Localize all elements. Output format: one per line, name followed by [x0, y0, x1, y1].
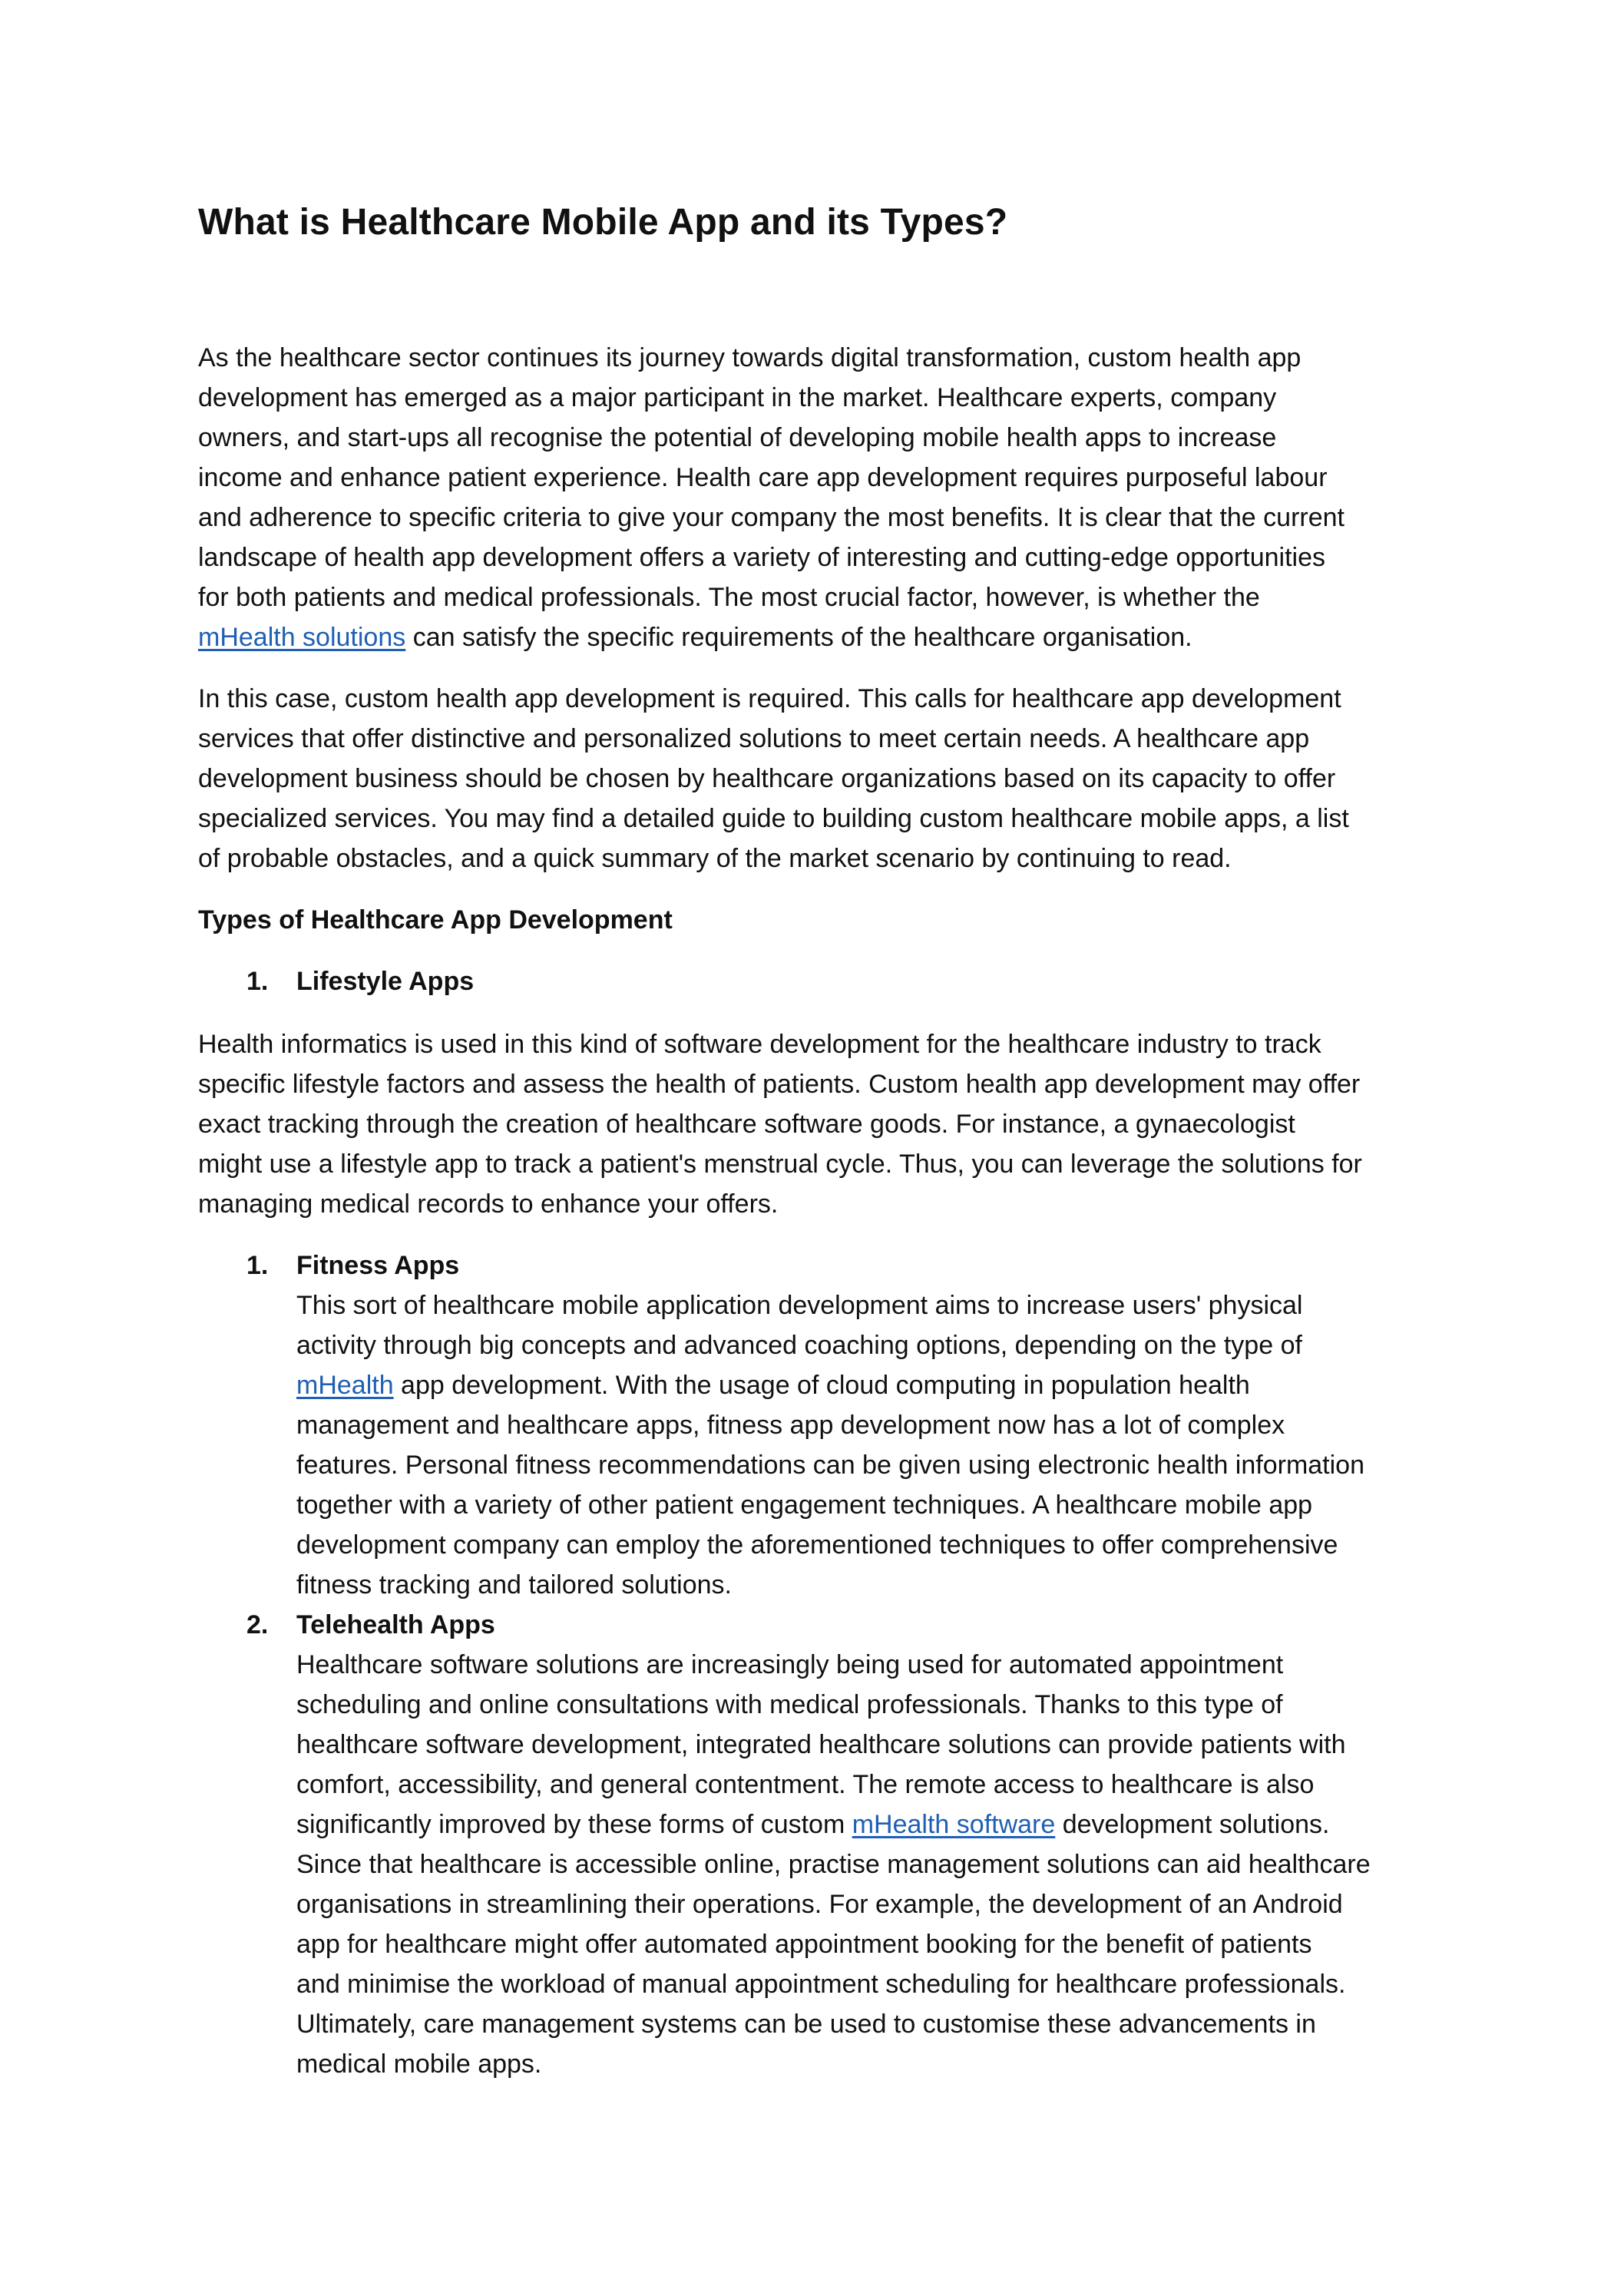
mhealth-software-link[interactable]: mHealth software: [852, 1810, 1056, 1839]
lifestyle-line: might use a lifestyle app to track a patient's menstrual cycle. Thus, you can leverage the solutions for: [198, 1150, 1362, 1179]
telehealth-line: [296, 1805, 1330, 1844]
lifestyle-heading: Lifestyle Apps: [296, 967, 475, 996]
fitness-line: together with a variety of other patient engagement techniques. A healthcare mobile app: [296, 1490, 1313, 1520]
intro-line: [198, 617, 1192, 657]
fitness-heading: Fitness Apps: [296, 1251, 460, 1280]
mhealth-link[interactable]: mHealth: [296, 1371, 394, 1400]
list-number: 1.: [246, 1251, 269, 1280]
intro-line: landscape of health app development offers a variety of interesting and cutting-edge opportunities: [198, 543, 1326, 572]
intro-line-tail: can satisfy the specific requirements of the healthcare organisation.: [405, 623, 1192, 652]
intro-line: income and enhance patient experience. Health care app development requires purposeful labour: [198, 463, 1328, 492]
intro-line: and adherence to specific criteria to give your company the most benefits. It is clear that the current: [198, 503, 1345, 532]
paragraph-line: development business should be chosen by healthcare organizations based on its capacity to offer: [198, 764, 1336, 793]
intro-line: development has emerged as a major participant in the market. Healthcare experts, company: [198, 383, 1277, 412]
telehealth-line: and minimise the workload of manual appointment scheduling for healthcare professionals.: [296, 1970, 1346, 1999]
fitness-line: This sort of healthcare mobile application development aims to increase users' physical: [296, 1291, 1303, 1320]
paragraph-line: services that offer distinctive and personalized solutions to meet certain needs. A healthcare app: [198, 724, 1310, 753]
fitness-line: features. Personal fitness recommendations can be given using electronic health information: [296, 1451, 1364, 1480]
telehealth-line: organisations in streamlining their operations. For example, the development of an Android: [296, 1890, 1343, 1919]
telehealth-line: Since that healthcare is accessible online, practise management solutions can aid healthcare: [296, 1850, 1371, 1879]
telehealth-line-tail: development solutions.: [1055, 1810, 1330, 1839]
lifestyle-line: specific lifestyle factors and assess the health of patients. Custom health app development may offer: [198, 1070, 1361, 1099]
mhealth-solutions-link[interactable]: mHealth solutions: [198, 623, 406, 652]
intro-line: owners, and start-ups all recognise the potential of developing mobile health apps to increase: [198, 423, 1277, 452]
intro-line: for both patients and medical professionals. The most crucial factor, however, is whether the: [198, 583, 1260, 612]
intro-line: As the healthcare sector continues its journey towards digital transformation, custom health app: [198, 343, 1302, 372]
fitness-line: development company can employ the aforementioned techniques to offer comprehensive: [296, 1530, 1338, 1560]
telehealth-heading: Telehealth Apps: [296, 1610, 495, 1639]
fitness-line: fitness tracking and tailored solutions.: [296, 1570, 732, 1600]
list-number: 2.: [246, 1610, 269, 1639]
fitness-line: [296, 1365, 1250, 1405]
telehealth-line: scheduling and online consultations with medical professionals. Thanks to this type of: [296, 1690, 1283, 1719]
fitness-line: activity through big concepts and advanced coaching options, depending on the type of: [296, 1331, 1302, 1360]
paragraph-line: specialized services. You may find a detailed guide to building custom healthcare mobile apps, a list: [198, 804, 1349, 833]
telehealth-line-head: significantly improved by these forms of custom: [296, 1810, 852, 1839]
telehealth-line: Ultimately, care management systems can be used to customise these advancements in: [296, 2010, 1316, 2039]
types-heading: Types of Healthcare App Development: [198, 905, 673, 935]
fitness-line: management and healthcare apps, fitness app development now has a lot of complex: [296, 1411, 1285, 1440]
fitness-line-tail: app development. With the usage of cloud computing in population health: [393, 1371, 1250, 1400]
lifestyle-line: Health informatics is used in this kind of software development for the healthcare industry to track: [198, 1030, 1321, 1059]
telehealth-line: healthcare software development, integrated healthcare solutions can provide patients with: [296, 1730, 1346, 1759]
paragraph-line: In this case, custom health app development is required. This calls for healthcare app development: [198, 684, 1341, 713]
list-number: 1.: [246, 967, 269, 996]
lifestyle-line: managing medical records to enhance your offers.: [198, 1189, 779, 1219]
telehealth-line: comfort, accessibility, and general contentment. The remote access to healthcare is also: [296, 1770, 1315, 1799]
telehealth-line: medical mobile apps.: [296, 2050, 542, 2079]
paragraph-line: of probable obstacles, and a quick summary of the market scenario by continuing to read.: [198, 844, 1232, 873]
telehealth-line: app for healthcare might offer automated appointment booking for the benefit of patients: [296, 1930, 1312, 1959]
telehealth-line: Healthcare software solutions are increasingly being used for automated appointment: [296, 1650, 1284, 1679]
page-title: What is Healthcare Mobile App and its Types?: [198, 202, 1008, 243]
lifestyle-line: exact tracking through the creation of healthcare software goods. For instance, a gynaecologist: [198, 1110, 1295, 1139]
